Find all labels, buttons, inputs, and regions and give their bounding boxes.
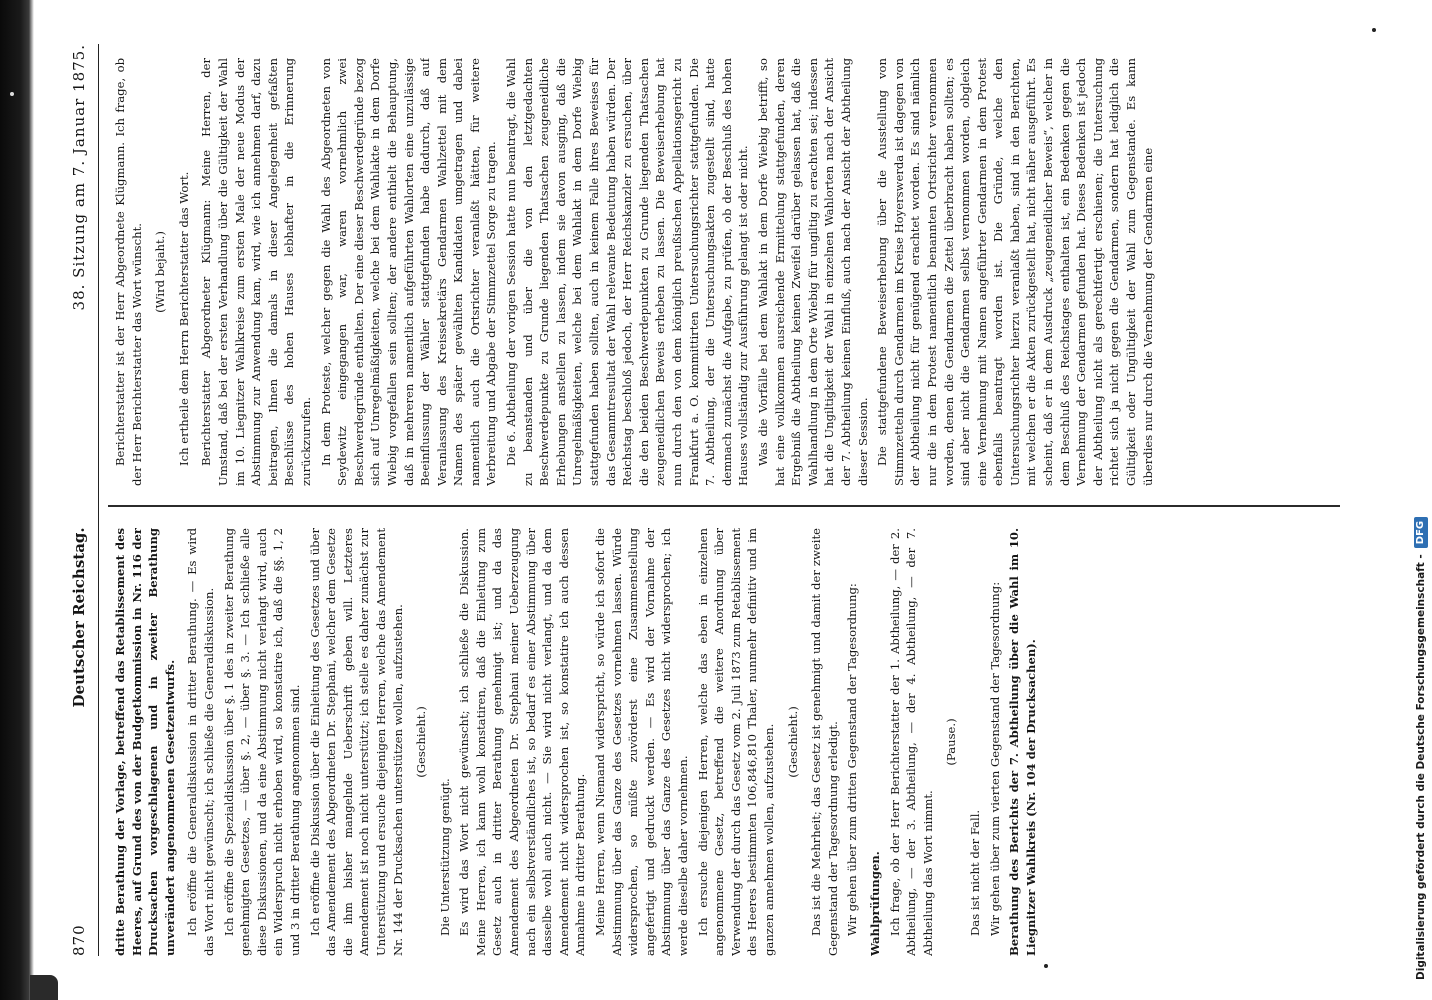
dfg-logo: DFG (1414, 517, 1428, 548)
paragraph: Die stattgefundene Beweiserhebung über die Ausstellung von Stimmzetteln durch Gendarmen im Kreise Hoyerswerda ist dagegen von der Abtheilung nicht für genügend erachtet worden. Es sind nämlich nur die in dem Protest namentlich benannten Ortsrichter vernommen worden, denen die Gendarmen die Zettel überbracht haben sollten; es sind aber nicht die Gendarmen selbst vernommen worden, obgleich eine Vernehmung mit Namen angeführter Gendarmen in dem Protest ebenfalls beantragt worden ist. Die Gründe, welche den Untersuchungsrichter hierzu veranlaßt haben, sind in den Berichten, mit welchen er die Akten zurückgestellt hat, nicht näher ausgeführt. Es scheint, daß er in dem Ausdruck „zeugeneidlicher Beweis“, welcher in dem Beschluß des Reichstages enthalten ist, ein Bedenken gegen die Vernehmung der Gendarmen gefunden hat. Dieses Bedenken ist jedoch der Abtheilung nicht als gerechtfertigt erschienen; die Untersuchung richtet sich ja nicht gegen die Gendarmen, sondern hat lediglich die Gültigkeit oder Ungültigkeit der Wahl zum Gegenstande. Es kann überdies nur durch die Vernehmung der Gendarmen eine (875, 58, 1155, 486)
paragraph: In dem Proteste, welcher gegen die Wahl des Abgeordneten von Seydewitz eingegangen war, waren vornehmlich zwei Beschwerdegründe enthalten. Der eine dieser Beschwerdegründe bezog sich auf Unregelmäßigkeiten, welche bei dem Wahlakte in dem Dorfe Wiebig vorgefallen sein sollten; der andere enthielt die Behauptung, daß in mehreren namentlich aufgeführten Wahlorten eine unzulässige Beeinflussung der Wähler stattgefunden habe dadurch, daß auf Veranlassung des Kreissekretärs Gendarmen Wahlzettel mit dem Namen des später gewählten Kandidaten umgetragen und dabei namentlich auch die Ortsrichter veranlaßt hätten, für weitere Verbreitung und Abgabe der Stimmzettel Sorge zu tragen. (318, 58, 499, 486)
session-info: 38. Sitzung am 7. Januar 1875. (70, 44, 88, 311)
scan-edge-corner (30, 975, 58, 1000)
paragraph: Berichterstatter ist der Herr Abgeordnete Klügmann. Ich frage, ob der Herr Berichterstatter das Wort wünscht. (113, 58, 144, 486)
paragraph: Meine Herren, wenn Niemand widerspricht, so würde ich sofort die Abstimmung über das Ganze des Gesetzes vornehmen lassen. Würde widersprochen, so müßte zuvörderst eine Zusammenstellung angefertigt und gedruckt werden. — Es wird der Vornahme der Abstimmung über das Ganze des Gesetzes nicht widersprochen; ich werde dieselbe daher vornehmen. (593, 528, 690, 956)
document-page (60, 44, 1350, 956)
digitization-credit (1412, 0, 1430, 980)
paragraph: Ich ersuche diejenigen Herren, welche das eben in einzelnen angenommene Gesetz, betreffend die weitere Anordnung über Verwendung der durch das Gesetz vom 2. Juli 1873 zum Retablissement des Heeres bestimmten 106,846,810 Thaler, nunmehr definitiv und im ganzen annehmen wollen, aufzustehen. (695, 528, 776, 956)
paragraph: Die Unterstützung genügt. (437, 778, 452, 936)
paragraph: Das ist nicht der Fall. (967, 809, 982, 936)
paragraph: Ich ertheile dem Herrn Berichterstatter das Wort. (176, 171, 191, 466)
scan-edge-shadow (0, 0, 34, 1000)
scan-speck (1372, 28, 1376, 32)
paragraph: dritte Berathung der Vorlage, betreffend das Retablissement des Heeres, auf Grund des von der Budgetkommission in Nr. 116 der Drucksachen vorgeschlagenen und in zweiter Berathung unverändert angenommenen Gesetzentwurfs. (113, 528, 177, 956)
paragraph: Was die Vorfälle bei dem Wahlakt in dem Dorfe Wiebig betrifft, so hat eine vollkommen ausreichende Ermittelung stattgefunden, deren Ergebniß die Abtheilung keinen Zweifel darüber gelassen hat, daß die Wahlhandlung in dem Orte Wiebig für ungiltig zu erachten sei; indessen hat die Ungiltigkeit der Wahl in einzelnen Wahlorten nach der Ansicht der 7. Abtheilung keinen Einfluß, auch nach der Ansicht der Abtheilung dieser Session. (755, 58, 870, 486)
paragraph: Ich eröffne die Generaldiskussion in dritter Berathung. — Es wird das Wort nicht gewünscht; ich schließe die Generaldiskussion. (185, 528, 216, 956)
paragraph: Ich eröffne die Spezialdiskussion über §. 1 des in zweiter Berathung genehmigten Gesetzes, — über §. 2, — über §. 3. — Ich schließe alle diese Diskussionen, und da eine Abstimmung nicht verlangt wird, auch ein Widerspruch nicht erhoben wird, so konstatire ich, daß die §§. 1, 2 und 3 in dritter Berathung angenommen sind. (221, 528, 302, 956)
paragraph: Wir gehen über zum vierten Gegenstand der Tagesordnung: (987, 581, 1002, 936)
agenda-item: Berathung des Berichts der 7. Abtheilung über die Wahl im 10. Liegnitzer Wahlkreis (Nr. 104 der Drucksachen). (1007, 528, 1038, 956)
right-column (112, 58, 1340, 486)
stage-direction: (Geschieht.) (414, 706, 429, 778)
stage-direction: (Pause.) (944, 718, 959, 766)
paragraph: Das ist die Mehrheit; das Gesetz ist genehmigt und damit der zweite Gegenstand der Tagesordnung erledigt. (809, 528, 840, 956)
paragraph: Berichterstatter Abgeordneter Klügmann: Meine Herren, der Umstand, daß bei der ersten Verhandlung über die Gültigkeit der Wahl im 10. Liegnitzer Wahlkreise zum ersten Male der neue Modus der Abstimmung zur Anwendung kam, wird, wie ich annehmen darf, dazu beitragen, Ihnen die damals in dieser Angelegenheit gefaßten Beschlüsse des hohen Hauses lebhafter in die Erinnerung zurückzurufen. (199, 58, 313, 486)
stage-direction: (Geschieht.) (785, 706, 800, 778)
running-title: Deutscher Reichstag. (70, 527, 88, 708)
page-header (60, 44, 99, 956)
section-heading: Wahlprüfungen. (867, 851, 882, 956)
paragraph: Ich frage, ob der Herr Berichterstatter der 1. Abtheilung, — der 2. Abtheilung, — der 3. Abtheilung, — der 4. Abtheilung, — der 7. Abtheilung das Wort nimmt. (887, 528, 935, 956)
stage-direction: (Wird bejaht.) (153, 231, 168, 313)
paragraph: Die 6. Abtheilung der vorigen Session hatte nun beantragt, die Wahl zu beanstanden und über die von den letztgedachten Beschwerdepunkte zu Grunde liegenden Thatsachen zeugeneidliche Erhebungen anstellen zu lassen, indem sie davon ausging, daß die Unregelmäßigkeiten, welche bei dem Wahlakt in dem Dorfe Wiebig stattgefunden haben sollten, auch in keinem Falle ihres Beweises für das Gesammtresultat der Wahl relevante Bedeutung haben würden. Der Reichstag beschloß jedoch, der Herr Reichskanzler zu ersuchen, über die den beiden Beschwerdepunkten zu Grunde liegenden Thatsachen zeugeneidlichen Beweis erheben zu lassen. Die Beweiserhebung hat nun durch den von dem königlich preußischen Appellationsgericht zu Frankfurt a. O. kommittirten Untersuchungsrichter stattgefunden. Die 7. Abtheilung, der die Untersuchungsakten zugestellt sind, hatte demnach zunächst die Aufgabe, zu prüfen, ob der Beschluß des hohen Hauses vollständig zur Ausführung gelangt ist oder nicht. (504, 58, 751, 486)
scan-speck (10, 92, 14, 96)
paragraph: Ich eröffne die Diskussion über die Einleitung des Gesetzes und über das Amendement des Abgeordneten Dr. Stephani, welcher dem Gesetze die ihm bisher mangelnde Ueberschrift geben will. Letzteres Amendement ist noch nicht unterstützt; ich stelle es daher zunächst zur Unterstützung und ersuche diejenigen Herren, welche das Amendement Nr. 144 der Drucksachen unterstützen wollen, aufzustehen. (307, 528, 405, 956)
column-divider (108, 506, 1340, 508)
scan-speck (1044, 964, 1048, 968)
left-column (112, 528, 1340, 956)
paragraph: Wir gehen über zum dritten Gegenstand der Tagesordnung: (845, 583, 860, 936)
page-number: 870 (70, 924, 88, 956)
credit-text: Digitalisierung gefördert durch die Deutsche Forschungsgemeinschaft - (1415, 554, 1427, 980)
paragraph: Es wird das Wort nicht gewünscht; ich schließe die Diskussion. Meine Herren, ich kann wohl konstatiren, daß die Einleitung zum Gesetz auch in dritter Berathung genehmigt ist; und da das Amendement des Abgeordneten Dr. Stephani meiner Ueberzeugung nach ein selbstverständliches ist, so bedarf es einer Abstimmung über dasselbe wohl auch nicht. — Sie wird nicht verlangt, und da dem Amendement nicht widersprochen ist, so konstatire ich auch dessen Annahme in dritter Berathung. (457, 528, 588, 956)
